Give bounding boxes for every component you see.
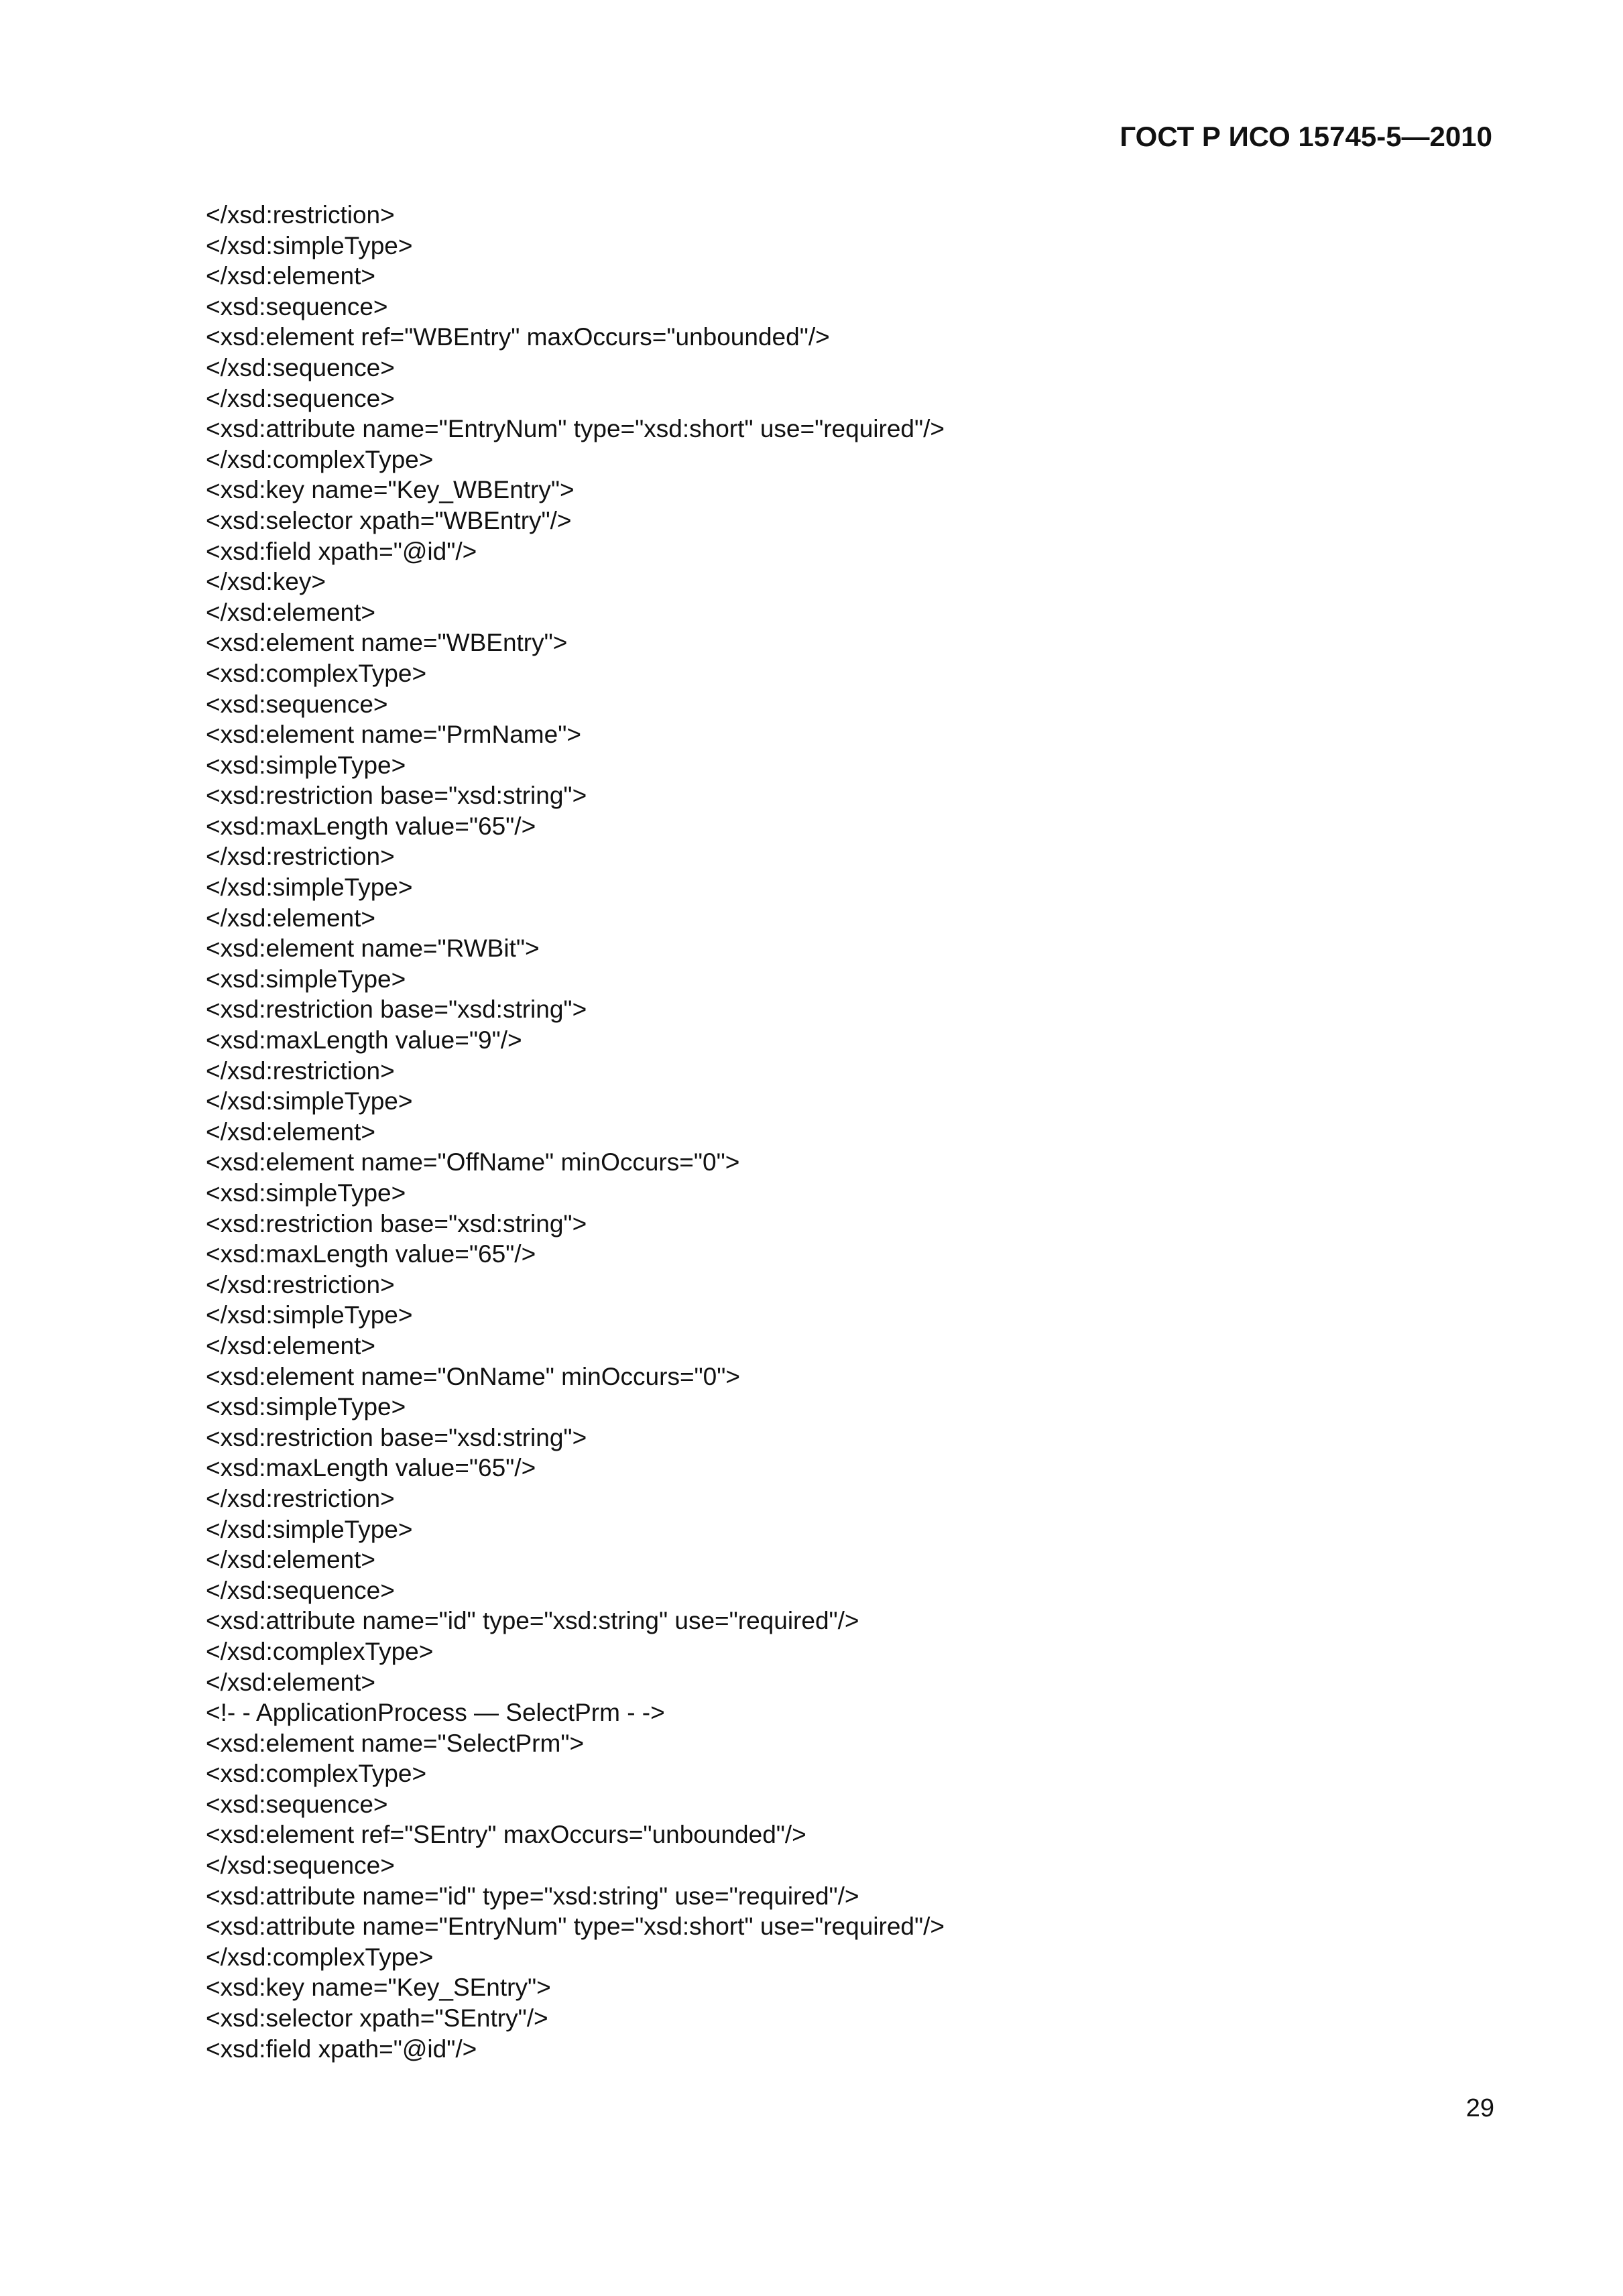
code-line: <xsd:field xpath="@id"/>	[206, 2035, 477, 2063]
code-line: </xsd:restriction>	[206, 843, 395, 871]
code-line: </xsd:simpleType>	[206, 1301, 413, 1329]
code-line: </xsd:simpleType>	[206, 1087, 413, 1115]
code-line: </xsd:key>	[206, 568, 326, 596]
code-line: <xsd:restriction base="xsd:string">	[206, 995, 587, 1024]
code-line: <xsd:complexType>	[206, 1760, 427, 1788]
code-line: </xsd:complexType>	[206, 1637, 434, 1665]
code-line: <xsd:element name="OffName" minOccurs="0">	[206, 1148, 740, 1176]
code-line: <xsd:attribute name="EntryNum" type="xsd:short" use="required"/>	[206, 1913, 945, 1941]
code-line: <xsd:simpleType>	[206, 1179, 406, 1207]
code-line: <xsd:maxLength value="65"/>	[206, 1454, 536, 1482]
code-line: <xsd:restriction base="xsd:string">	[206, 1209, 587, 1237]
code-line: <xsd:attribute name="id" type="xsd:string" use="required"/>	[206, 1882, 859, 1910]
code-line: <xsd:maxLength value="65"/>	[206, 1240, 536, 1268]
code-line: </xsd:element>	[206, 1546, 375, 1574]
code-line: </xsd:restriction>	[206, 1270, 395, 1298]
code-line: </xsd:complexType>	[206, 1943, 434, 1971]
code-line: <xsd:selector xpath="WBEntry"/>	[206, 506, 572, 534]
code-line: <xsd:key name="Key_SEntry">	[206, 1974, 551, 2002]
code-line: </xsd:simpleType>	[206, 1515, 413, 1543]
code-line: <xsd:attribute name="EntryNum" type="xsd:short" use="required"/>	[206, 415, 945, 443]
code-line: </xsd:element>	[206, 904, 375, 932]
code-line: <xsd:element ref="SEntry" maxOccurs="unbounded"/>	[206, 1821, 806, 1849]
page-number: 29	[1465, 2094, 1494, 2122]
code-line: <xsd:selector xpath="SEntry"/>	[206, 2004, 548, 2033]
xsd-code-listing	[206, 200, 945, 2064]
code-line: <xsd:simpleType>	[206, 965, 406, 993]
code-line: <xsd:element name="PrmName">	[206, 721, 581, 749]
code-line: <xsd:element name="WBEntry">	[206, 629, 568, 657]
code-line: </xsd:simpleType>	[206, 873, 413, 902]
code-line: <xsd:restriction base="xsd:string">	[206, 1423, 587, 1451]
code-line: </xsd:element>	[206, 1668, 375, 1696]
code-line: </xsd:element>	[206, 262, 375, 290]
code-line: <xsd:simpleType>	[206, 751, 406, 779]
code-line: <!- - ApplicationProcess — SelectPrm - ->	[206, 1699, 665, 1727]
code-line: <xsd:attribute name="id" type="xsd:string" use="required"/>	[206, 1607, 859, 1635]
code-line: </xsd:restriction>	[206, 1056, 395, 1085]
code-line: <xsd:element name="RWBit">	[206, 934, 540, 963]
code-line: </xsd:sequence>	[206, 384, 395, 412]
code-line: </xsd:sequence>	[206, 1852, 395, 1880]
code-line: </xsd:restriction>	[206, 201, 395, 229]
code-line: </xsd:restriction>	[206, 1484, 395, 1512]
code-line: <xsd:sequence>	[206, 292, 388, 320]
code-line: <xsd:maxLength value="65"/>	[206, 812, 536, 840]
code-line: </xsd:complexType>	[206, 445, 434, 473]
code-line: <xsd:element name="OnName" minOccurs="0">	[206, 1362, 740, 1390]
code-line: <xsd:restriction base="xsd:string">	[206, 782, 587, 810]
code-line: <xsd:maxLength value="9"/>	[206, 1026, 522, 1054]
code-line: <xsd:field xpath="@id"/>	[206, 537, 477, 565]
code-line: <xsd:element name="SelectPrm">	[206, 1729, 585, 1757]
code-line: </xsd:sequence>	[206, 1576, 395, 1604]
code-line: <xsd:simpleType>	[206, 1393, 406, 1421]
code-line: <xsd:element ref="WBEntry" maxOccurs="unbounded"/>	[206, 323, 830, 351]
code-line: <xsd:complexType>	[206, 659, 427, 687]
code-line: <xsd:key name="Key_WBEntry">	[206, 476, 575, 504]
document-header-standard-id: ГОСТ Р ИСО 15745-5—2010	[1120, 121, 1492, 152]
code-line: <xsd:sequence>	[206, 690, 388, 718]
code-line: </xsd:element>	[206, 1117, 375, 1146]
code-line: </xsd:element>	[206, 1331, 375, 1360]
code-line: </xsd:sequence>	[206, 353, 395, 381]
code-line: <xsd:sequence>	[206, 1790, 388, 1818]
code-line: </xsd:element>	[206, 598, 375, 626]
code-line: </xsd:simpleType>	[206, 231, 413, 259]
